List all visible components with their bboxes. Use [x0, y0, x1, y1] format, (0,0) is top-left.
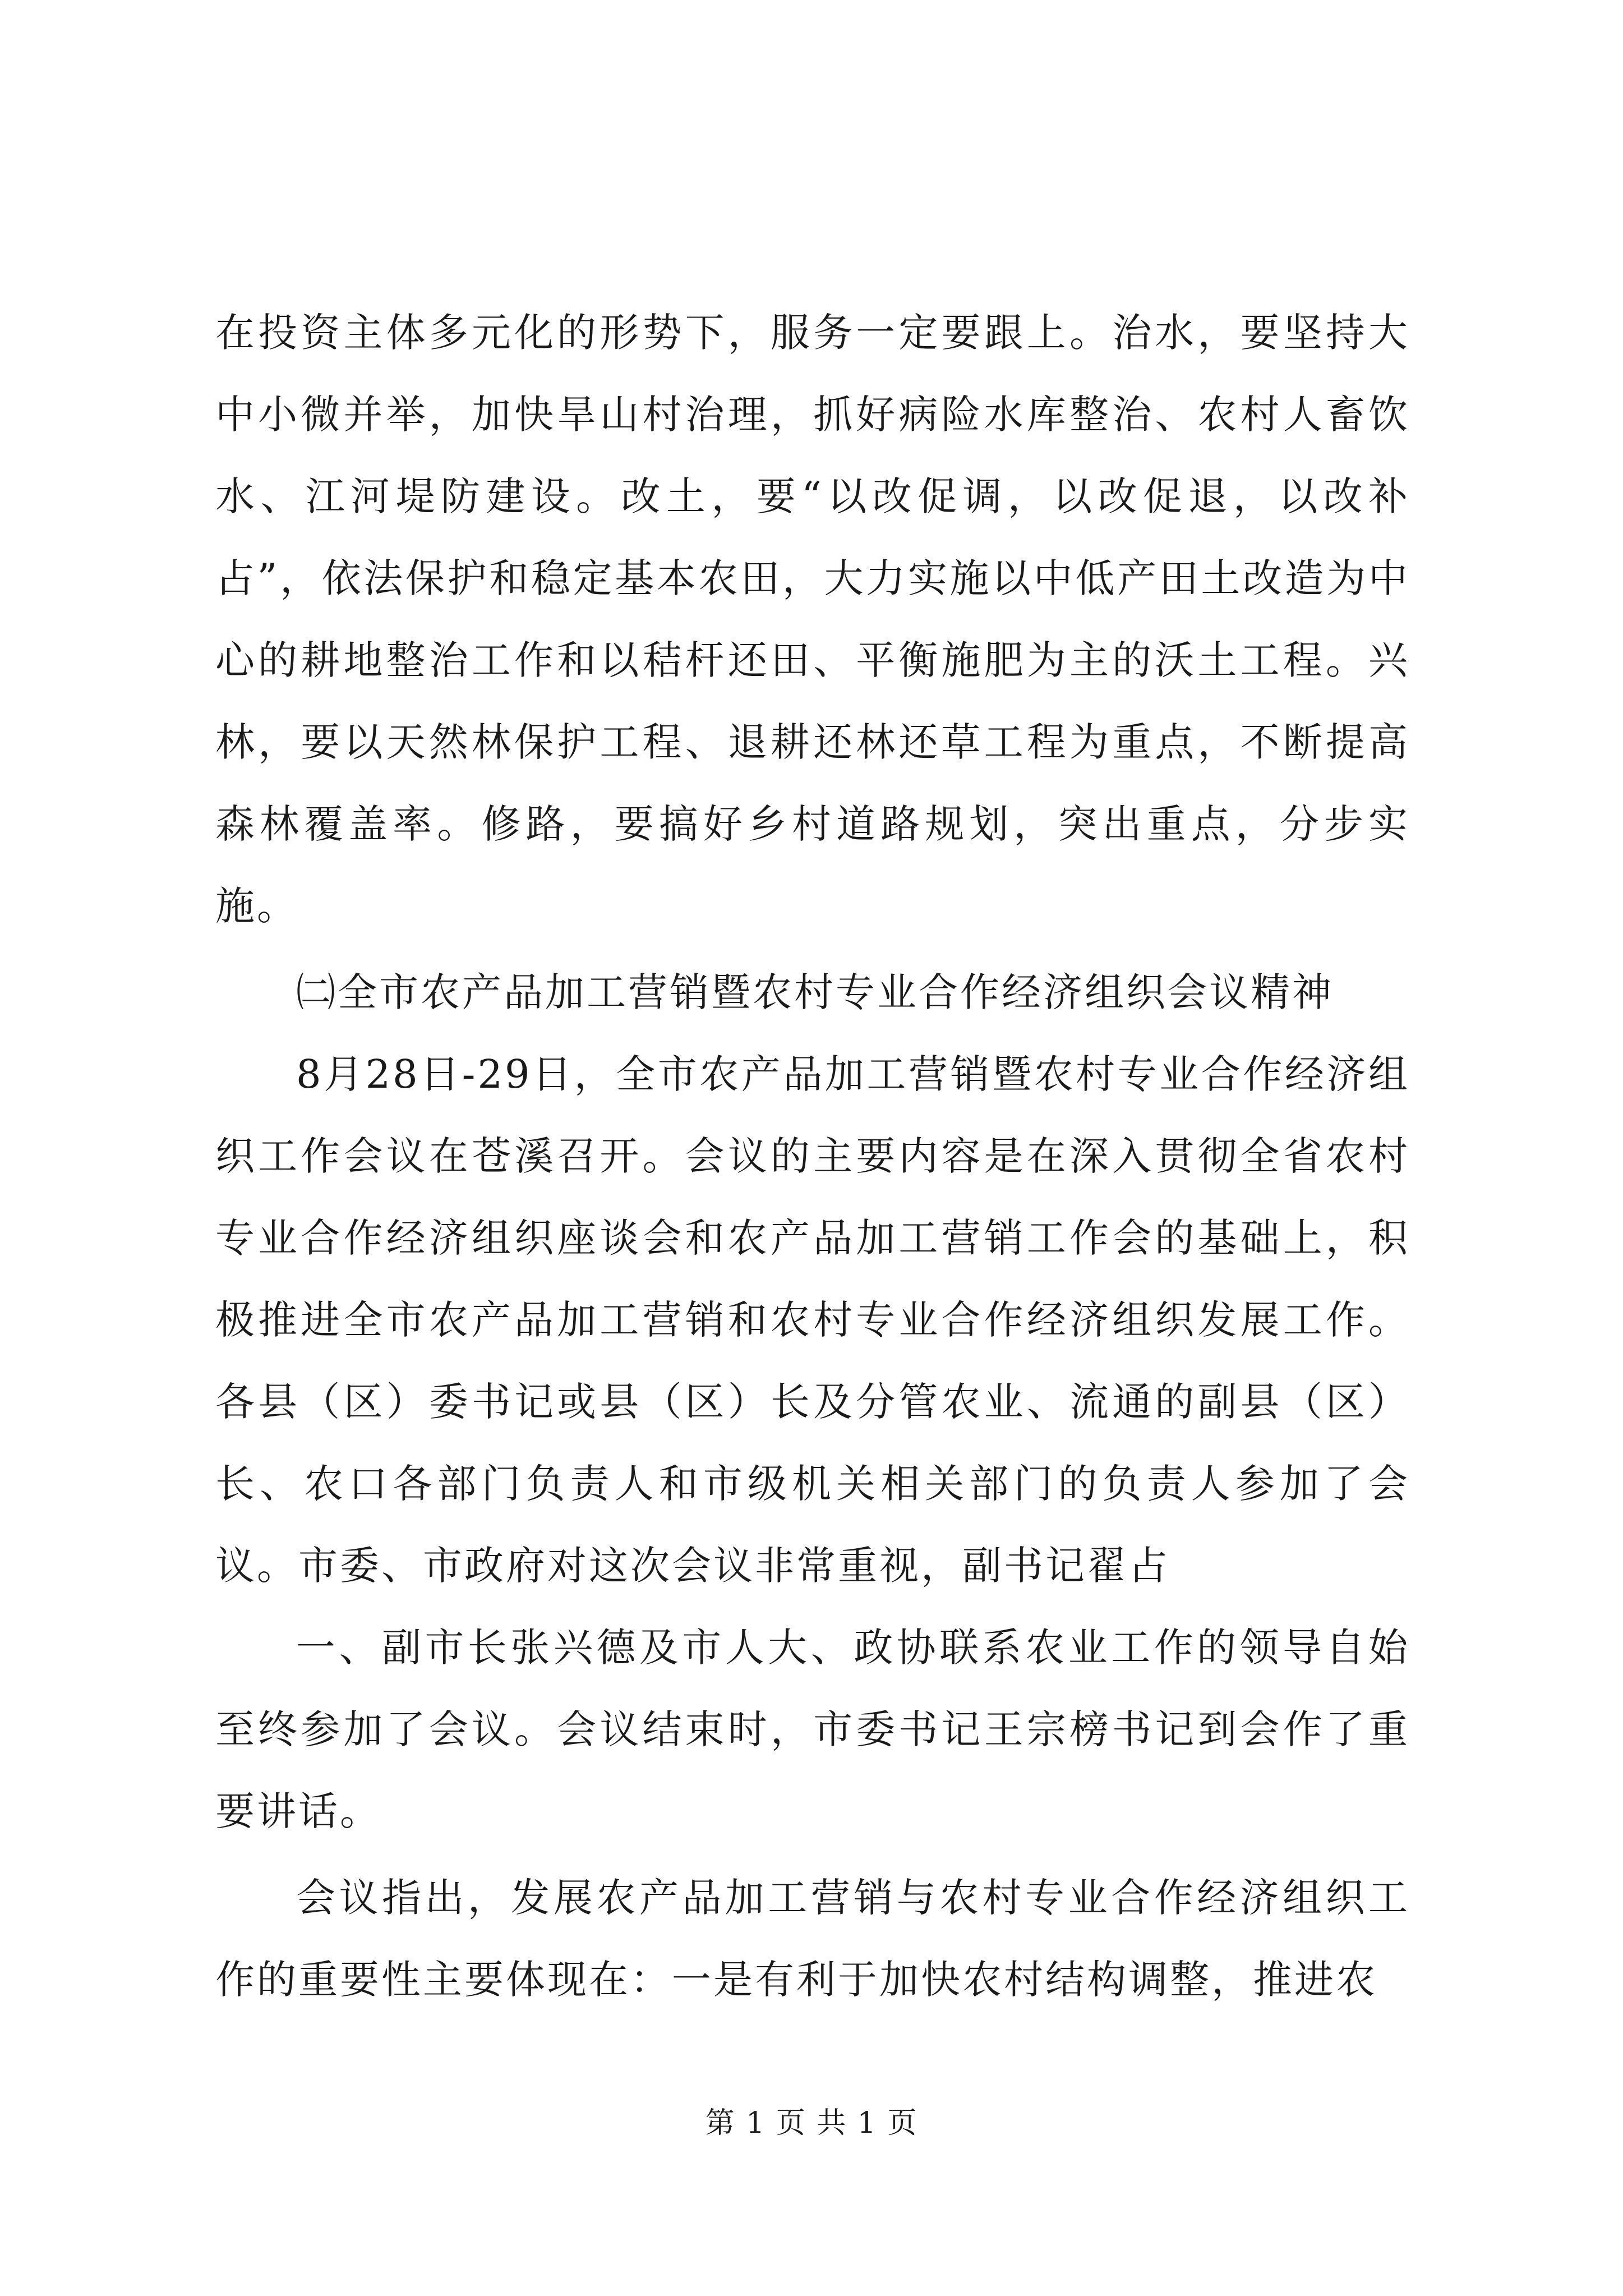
section-heading-meeting-spirit: ㈡全市农产品加工营销暨农村专业合作经济组织会议精神	[296, 969, 1334, 1015]
paragraph-water-soil-forest-road: 在投资主体多元化的形势下，服务一定要跟上。治水，要坚持大中小微并举，加快旱山村治理，抓好病险水库整治、农村人畜饮水、江河堤防建设。改土，要“以改促调，以改促退，以改补占”，依法保护和稳定基本农田，大力实施以中低产田土改造为中心的耕地整治工作和以秸杆还田、平衡施肥为主的沃土工程。兴林，要以天然林保护工程、退耕还林还草工程为重点，不断提高森林覆盖率。修路，要搞好乡村道路规划，突出重点，分步实施。	[215, 310, 1410, 929]
paragraph-meeting-overview: 8月28日-29日，全市农产品加工营销暨农村专业合作经济组织工作会议在苍溪召开。会议的主要内容是在深入贯彻全省农村专业合作经济组织座谈会和农产品加工营销工作会的基础上，积极推进全市农产品加工营销和农村专业合作经济组织发展工作。各县（区）委书记或县（区）长及分管农业、流通的副县（区）长、农口各部门负责人和市级机关相关部门的负责人参加了会议。市委、市政府对这次会议非常重视，副书记翟占	[215, 1051, 1410, 1589]
paragraph-meeting-importance: 会议指出，发展农产品加工营销与农村专业合作经济组织工作的重要性主要体现在：一是有利于加快农村结构调整，推进农	[215, 1875, 1410, 2003]
paragraph-attending-leaders: 一、副市长张兴德及市人大、政协联系农业工作的领导自始至终参加了会议。会议结束时，市委书记王宗榜书记到会作了重要讲话。	[215, 1625, 1410, 1834]
page-number-label: 第 1 页 共 1 页	[705, 2106, 918, 2140]
document-body	[215, 292, 1410, 2021]
page-footer	[0, 2104, 1623, 2143]
